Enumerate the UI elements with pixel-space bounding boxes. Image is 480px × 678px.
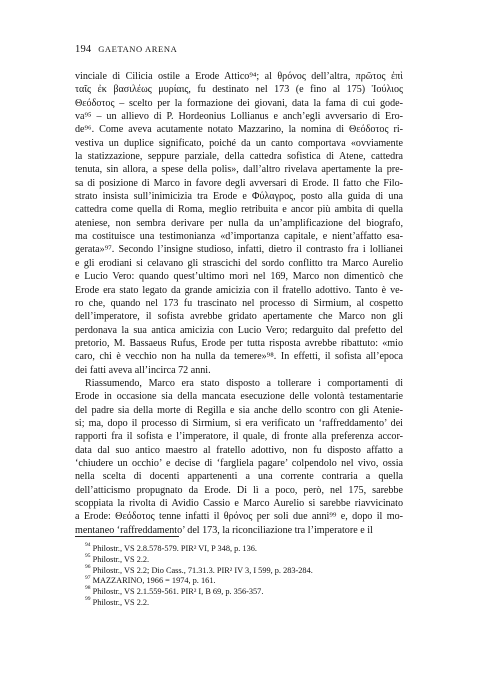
text-line: ‘chiudere un occhio’ e decise di ‘fargliela pagare’ colpendolo nel vivo, ossia <box>75 457 403 469</box>
text-line: de⁹⁶. Come aveva acutamente notato Mazzarino, la nomina di Θεόδοτος ri- <box>75 124 403 136</box>
text-line: tenuta, sin allora, a spese della polis», dall’altro rivelava apertamente la pre- <box>75 164 403 176</box>
running-header <box>75 44 177 55</box>
text-line: ateniese, non sembra derivare per nulla da un’amplificazione del biografo, <box>75 217 403 229</box>
paragraph <box>75 377 403 537</box>
page-number: 194 <box>75 44 92 55</box>
text-line: gerata»⁹⁷. Secondo l’insigne studioso, infatti, dietro il contrasto fra i lollianei <box>75 244 403 256</box>
text-line: dell’imperatore, il sofista avrebbe gridato apertamente che Marco non gli <box>75 311 403 323</box>
text-line: perdonava la sua antica amicizia con Lucio Vero; redarguito dal prefetto del <box>75 324 403 336</box>
footnote-text: Philostr., VS 2.2. <box>90 597 150 607</box>
text-line: nella scelta di docenti appartenenti a una corrente contraria a quella <box>75 471 403 483</box>
text-line: Riassumendo, Marco era stato disposto a tollerare i comportamenti di <box>85 377 403 389</box>
footnote <box>85 563 405 577</box>
text-line: dell’atticismo propugnato da Erode. Di lì a poco, però, nel 175, sarebbe <box>75 484 403 496</box>
text-line: rapporti fra il sofista e l’imperatore, il quale, di fronte alla preferenza accor- <box>75 431 403 443</box>
footnote <box>85 598 405 609</box>
text-line: strato insista sull’inimicizia tra Erode e Φύλαγρος, posto alla guida di una <box>75 191 403 203</box>
footnote-text: Philostr., VS 2.8.578-579. PIR² VI, P 348, p. 136. <box>90 544 257 553</box>
footnote-number: 99 <box>85 596 91 603</box>
footnote-text: Philostr., VS 2.2. <box>90 554 150 564</box>
text-line: mentaneo ‘raffreddamento’ del 173, la riconciliazione tra l’imperatore e il <box>75 524 373 536</box>
text-line: dei fatti aveva all’incirca 72 anni. <box>75 364 211 376</box>
text-line: Erode in occasione sia della mancata esecuzione delle volontà testamentarie <box>75 391 403 403</box>
text-line: cattedra come quella di Roma, meglio retribuita e ancor più ambita di quella <box>75 204 403 216</box>
text-line: del padre sia della morte di Regilla e sia anche dello scontro con gli Atenie- <box>75 404 403 416</box>
text-line: caro, chi è vecchio non ha nulla da temere»⁹⁸. In effetti, il sofista all’epoca <box>75 351 403 363</box>
text-line: Θεόδοτος – scelto per la formazione dei giovani, data la fama di cui gode- <box>75 97 403 109</box>
text-line: e Lucio Vero: quando quest’ultimo morì nel 169, Marco non dimenticò che <box>75 271 403 283</box>
footnote <box>85 576 405 587</box>
text-line: si; ma, dopo il processo di Sirmium, si era verificato un ‘raffreddamento’ dei <box>75 417 403 429</box>
footnote-number: 98 <box>85 585 91 592</box>
text-line: ταῖς ἐκ βασιλέως μυρίαις, fu destinato nel 173 (e fino al 175) Ἰούλιος <box>75 84 403 96</box>
running-head-author: GAETANO ARENA <box>98 44 178 54</box>
footnote <box>85 587 405 598</box>
text-line: e gli erodiani si celavano gli strascichi del sordo conflitto tra Marco Aurelio <box>75 257 403 269</box>
footnote-text: Philostr., VS 2.2; Dio Cass., 71.31.3. PIR² IV 3, I 599, p. 283-284. <box>90 565 313 575</box>
paragraph <box>75 70 403 377</box>
text-line: ma costituisce una testimonianza «d’importanza capitale, e nient’affatto esa- <box>75 231 403 243</box>
text-line: va⁹⁵ – un allievo di P. Hordeonius Lollianus e anch’egli avversario di Ero- <box>75 111 403 123</box>
text-line: scoppiata la rivolta di Avidio Cassio e Marco Aurelio si sarebbe riavvicinato <box>75 498 403 509</box>
text-line: vinciale di Cilicia ostile a Erode Attico⁹⁴; al θρόνος dell’altra, πρῶτος ἐπὶ <box>75 71 403 82</box>
footnote-number: 96 <box>85 563 91 570</box>
text-line: sa di posizione di Marco in favore degli avversari di Erode. Il fatto che Filo- <box>75 177 403 189</box>
text-line: pretorio, M. Bassaeus Rufus, Erode per tutta risposta avrebbe ribattuto: «mio <box>75 337 403 349</box>
main-text <box>75 70 403 537</box>
footnote <box>85 544 405 555</box>
footnote-text: MAZZARINO, 1966 = 1974, p. 161. <box>90 576 216 586</box>
footnotes <box>85 544 405 609</box>
text-line: Erode era stato legato da grande amicizia con il fratello adottivo. Tanto è ve- <box>75 284 403 296</box>
text-line: a Erode: Θεόδοτος tenne infatti il θρόνος per soli due anni⁹⁹ e, dopo il mo- <box>75 511 403 523</box>
text-line: ro che, quando nel 173 fu trascinato nel processo di Sirmium, al cospetto <box>75 297 403 309</box>
footnote-number: 94 <box>85 542 91 549</box>
text-line: vestiva un duplice significato, poiché da un canto comportava «ovviamente <box>75 137 403 149</box>
text-line: la statizzazione, seppure parziale, della cattedra sofistica di Atene, cattedra <box>75 151 403 163</box>
footnote-number: 97 <box>85 574 91 581</box>
footnote-rule <box>75 536 179 537</box>
text-line: data dal suo antico maestro al fratello adottivo, non fu disposto affatto a <box>75 444 403 456</box>
footnote <box>85 555 405 566</box>
footnote-number: 95 <box>85 553 91 560</box>
footnote-text: Philostr., VS 2.1.559-561. PIR² I, B 69, p. 356-357. <box>90 587 264 597</box>
